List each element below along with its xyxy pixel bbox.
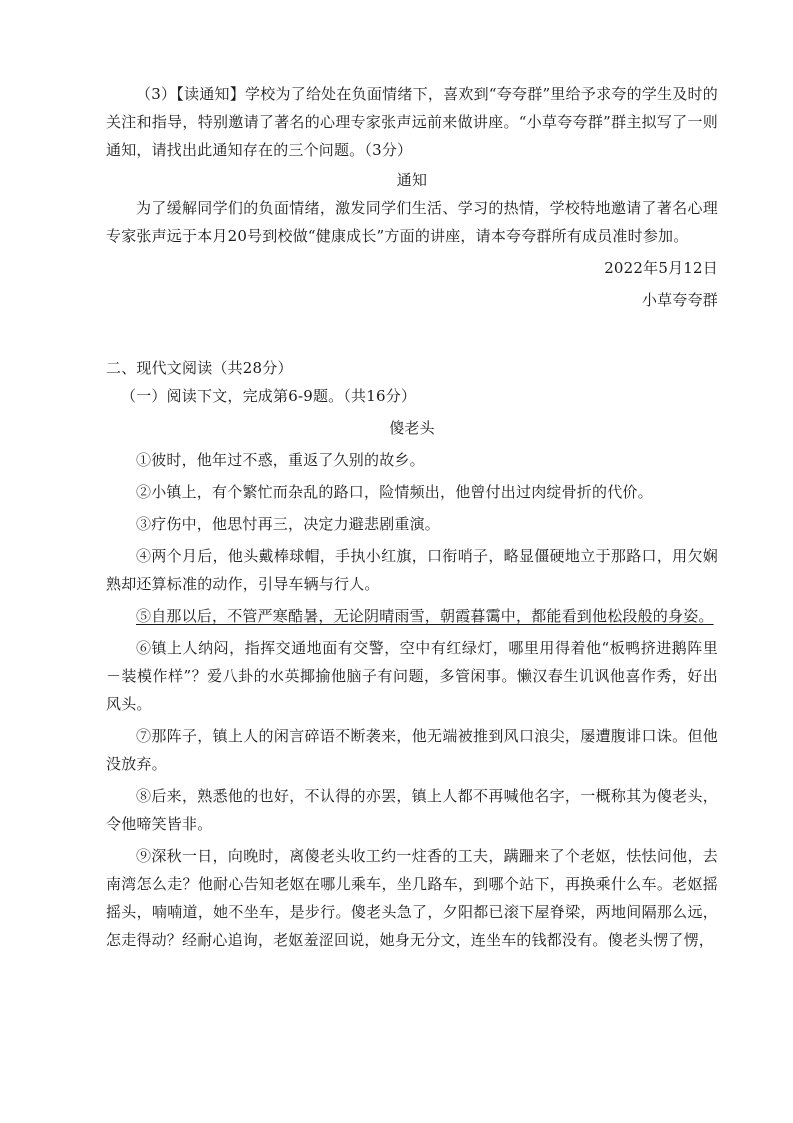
paragraph-5 <box>106 602 718 630</box>
section-spacer <box>106 314 718 350</box>
paragraph-3: ③疗伤中，他思忖再三，决定力避悲剧重演。 <box>136 515 441 533</box>
paragraph-7: ⑦那阵子，镇上人的闲言碎语不断袭来，他无端被推到风口浪尖，屡遭腹诽口诛。但他没放弃。 <box>106 727 718 773</box>
notice-body: 为了缓解同学们的负面情绪，激发同学们生活、学习的热情，学校特地邀请了著名心理专家张声远于本月20号到校做“健康成长”方面的讲座，请本夸夸群所有成员准时参加。 <box>106 199 718 245</box>
page-content <box>106 80 718 954</box>
paragraph-8: ⑧后来，熟悉他的也好，不认得的亦罢，镇上人都不再喊他名字，一概称其为傻老头，令他啼笑皆非。 <box>106 787 718 833</box>
paragraph-4: ④两个月后，他头戴棒球帽，手执小红旗，口衔哨子，略显僵硬地立于那路口，用欠娴熟却还算标准的动作，引导车辆与行人。 <box>106 547 718 593</box>
article-title: 傻老头 <box>389 419 435 437</box>
paragraph-9: ⑨深秋一日，向晚时，离傻老头收工约一炷香的工夫，蹒跚来了个老妪，怯怯问他，去南湾怎么走？他耐心告知老妪在哪儿乘车，坐几路车，到哪个站下，再换乘什么车。老妪摇摇头，喃喃道，她不坐车，是步行。傻老头急了，夕阳都已滚下屋脊梁，两地间隔那么远，怎走得动？经耐心追询，老妪羞涩回说，她身无分文，连坐车的钱都没有。傻老头愣了愣， <box>106 847 718 949</box>
paragraph-2: ②小镇上，有个繁忙而杂乱的路口，险情频出，他曾付出过肉绽骨折的代价。 <box>136 483 653 501</box>
notice-signature: 小草夸夸群 <box>641 291 718 309</box>
notice-title: 通知 <box>396 171 428 189</box>
paragraph-5-underlined-text: ⑤自那以后，不管严寒酷暑，无论阴晴雨雪，朝霞暮霭中，都能看到他松段般的身姿。 <box>136 607 714 625</box>
notice-date: 2022年5月12日 <box>604 259 718 277</box>
paragraph-6: ⑥镇上人纳闷，指挥交通地面有交警，空中有红绿灯，哪里用得着他“板鸭挤进鹅阵里－装模作样”？爱八卦的水英揶揄他脑子有问题，多管闲事。懒汉春生讥讽他喜作秀，好出风头。 <box>106 639 718 713</box>
question-3-prompt: （3）【读通知】学校为了给处在负面情绪下，喜欢到“夸夸群”里给予求夸的学生及时的关注和指导，特别邀请了著名的心理专家张声远前来做讲座。“小草夸夸群”群主拟写了一则通知，请找出此通知存在的三个问题。（3分） <box>106 85 718 159</box>
reading-instruction: （一）阅读下文，完成第6-9题。（共16分） <box>121 387 417 405</box>
section-heading: 二、现代文阅读（共28分） <box>106 359 293 377</box>
paragraph-1: ①彼时，他年过不惑，重返了久别的故乡。 <box>136 451 425 469</box>
